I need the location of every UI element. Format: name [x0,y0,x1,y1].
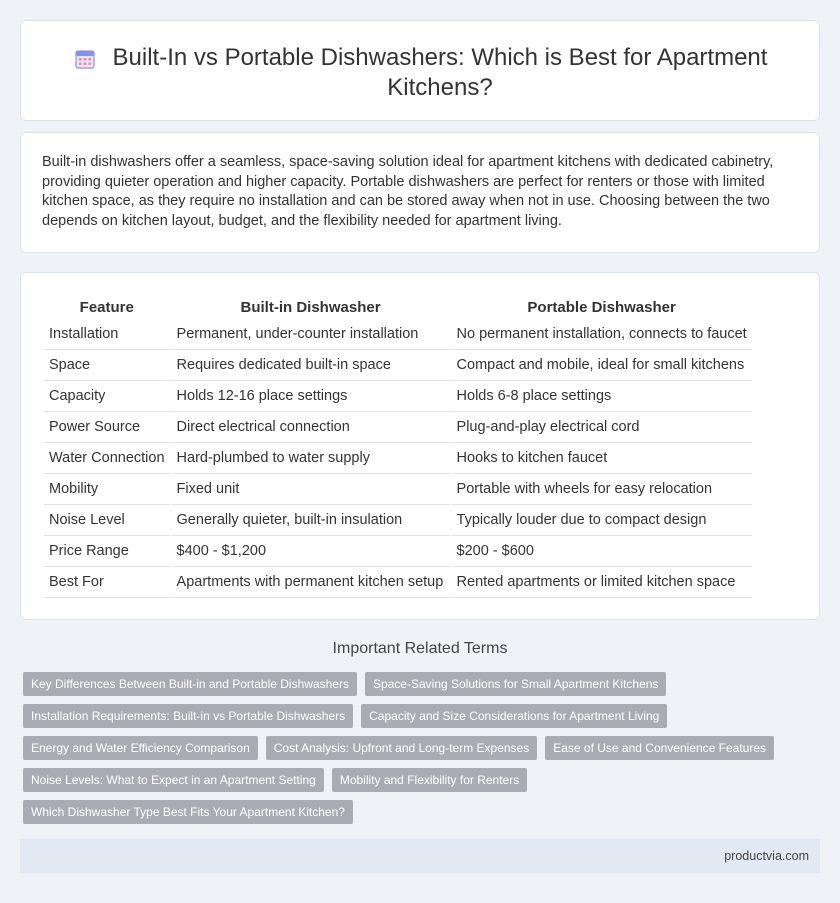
header-feature: Feature [79,298,134,316]
cell-feature: Mobility [44,474,170,505]
related-terms-heading: Important Related Terms [332,640,508,657]
table-row [44,567,752,598]
comparison-card [20,272,820,620]
cell-portable: Typically louder due to compact design [452,505,752,536]
cell-feature: Price Range [44,536,170,567]
related-term-tag[interactable]: Ease of Use and Convenience Features [545,736,774,760]
header-built-in: Built-in Dishwasher [240,298,381,316]
related-term-tag[interactable]: Noise Levels: What to Expect in an Apartment Setting [23,768,324,792]
cell-portable: Compact and mobile, ideal for small kitchens [452,350,752,381]
tag-row [23,800,803,824]
related-term-tag[interactable]: Space-Saving Solutions for Small Apartment Kitchens [365,672,666,696]
cell-built-in: Holds 12-16 place settings [172,381,450,412]
cell-feature: Best For [44,567,170,598]
header-portable: Portable Dishwasher [527,298,676,316]
table-row [44,350,752,381]
cell-feature: Capacity [44,381,170,412]
cell-feature: Space [44,350,170,381]
related-term-tag[interactable]: Key Differences Between Built-in and Portable Dishwashers [23,672,357,696]
tag-row [23,672,803,696]
cell-built-in: Direct electrical connection [172,412,450,443]
footer [20,839,820,873]
cell-built-in: $400 - $1,200 [172,536,450,567]
related-term-tag[interactable]: Capacity and Size Considerations for Apartment Living [361,704,667,728]
tag-row [23,768,803,792]
cell-built-in: Apartments with permanent kitchen setup [172,567,450,598]
cell-built-in: Fixed unit [172,474,450,505]
cell-built-in: Generally quieter, built-in insulation [172,505,450,536]
cell-portable: $200 - $600 [452,536,752,567]
intro-card [20,132,820,253]
table-row [44,381,752,412]
footer-site[interactable]: productvia.com [724,849,809,863]
cell-portable: Rented apartments or limited kitchen space [452,567,752,598]
table-row [44,443,752,474]
cell-portable: No permanent installation, connects to faucet [452,319,752,350]
table-header-row [44,295,752,319]
table-row [44,319,752,350]
cell-portable: Portable with wheels for easy relocation [452,474,752,505]
cell-feature: Installation [44,319,170,350]
cell-built-in: Requires dedicated built-in space [172,350,450,381]
cell-built-in: Permanent, under-counter installation [172,319,450,350]
related-term-tag[interactable]: Installation Requirements: Built-in vs Portable Dishwashers [23,704,353,728]
cell-built-in: Hard-plumbed to water supply [172,443,450,474]
cell-feature: Noise Level [44,505,170,536]
tag-row [23,704,803,728]
related-term-tag[interactable]: Which Dishwasher Type Best Fits Your Apartment Kitchen? [23,800,353,824]
page-title: Built-In vs Portable Dishwashers: Which is Best for Apartment Kitchens? [112,44,768,101]
table-row [44,474,752,505]
cell-portable: Plug-and-play electrical cord [452,412,752,443]
title-card [20,20,820,121]
table-row [44,412,752,443]
cell-feature: Water Connection [44,443,170,474]
related-term-tag[interactable]: Mobility and Flexibility for Renters [332,768,527,792]
cell-portable: Hooks to kitchen faucet [452,443,752,474]
tag-row [23,736,803,760]
related-term-tag[interactable]: Energy and Water Efficiency Comparison [23,736,258,760]
related-term-tag[interactable]: Cost Analysis: Upfront and Long-term Expenses [266,736,537,760]
table-row [44,536,752,567]
comparison-table [42,295,754,598]
intro-paragraph: Built-in dishwashers offer a seamless, space-saving solution ideal for apartment kitchens with dedicated cabinetry, providing quieter operation and higher capacity. Portable dishwashers are perfect for renters or those with limited kitchen space, as they require no installation and can be stored away when not in use. Choosing between the two depends on kitchen layout, budget, and the flexibility needed for apartment living. [42,154,774,229]
cell-feature: Power Source [44,412,170,443]
table-row [44,505,752,536]
related-terms-list [23,672,803,832]
cell-portable: Holds 6-8 place settings [452,381,752,412]
